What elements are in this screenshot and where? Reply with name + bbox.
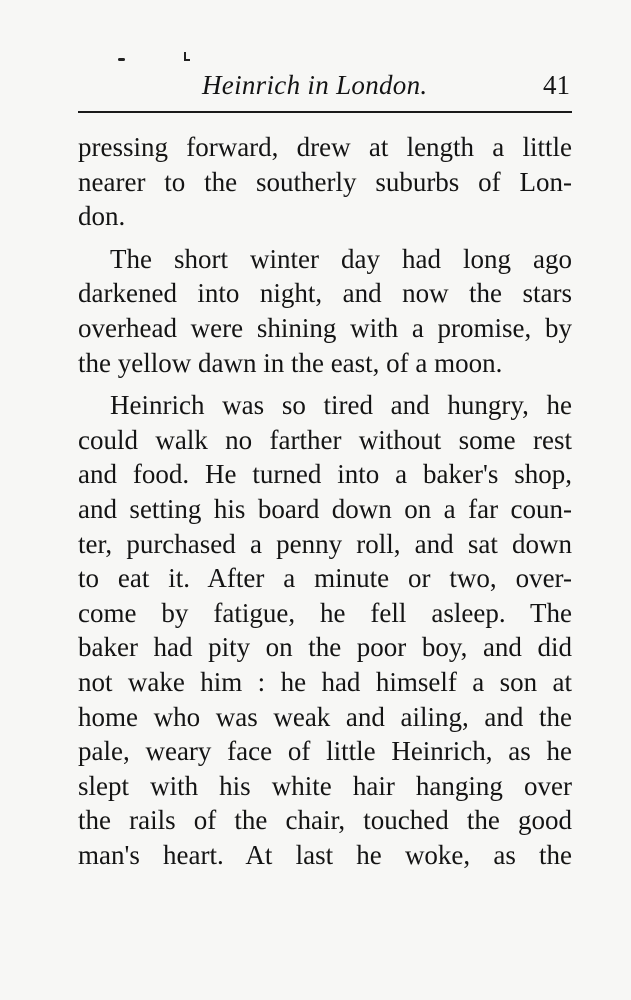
text-line: The short winter day had long ago	[110, 243, 572, 274]
header-rule	[78, 111, 572, 113]
text-line: Heinrich was so tired and hungry, he	[110, 390, 572, 421]
print-speck	[184, 52, 186, 59]
text-line: slept with his white hair hanging over	[78, 770, 572, 801]
text-line: the rails of the chair, touched the good	[78, 805, 572, 836]
print-speck	[118, 58, 125, 61]
page-number: 41	[543, 70, 570, 100]
text-line: baker had pity on the poor boy, and did	[78, 632, 572, 663]
text-line: come by fatigue, he fell asleep. The	[78, 597, 572, 628]
running-head	[78, 70, 572, 104]
text-line: nearer to the southerly suburbs of Lon-	[78, 166, 572, 197]
text-line: home who was weak and ailing, and the	[78, 701, 572, 732]
text-line: and setting his board down on a far coun-	[78, 493, 572, 524]
text-line: don.	[78, 201, 126, 232]
text-line: darkened into night, and now the stars	[78, 278, 572, 309]
text-line: ter, purchased a penny roll, and sat down	[78, 528, 572, 559]
text-line: not wake him : he had himself a son at	[78, 666, 572, 697]
text-line: and food. He turned into a baker's shop,	[78, 459, 572, 490]
print-speck	[184, 59, 190, 61]
text-line: to eat it. After a minute or two, over-	[78, 563, 572, 594]
text-line: could walk no farther without some rest	[78, 424, 572, 455]
text-line: overhead were shining with a promise, by	[78, 312, 572, 343]
running-title: Heinrich in London.	[202, 70, 428, 100]
text-line: pressing forward, drew at length a little	[78, 132, 572, 162]
text-line: man's heart. At last he woke, as the	[78, 839, 572, 870]
text-line: the yellow dawn in the east, of a moon.	[78, 347, 503, 378]
text-line: pale, weary face of little Heinrich, as he	[78, 736, 572, 767]
body-text	[78, 130, 572, 872]
